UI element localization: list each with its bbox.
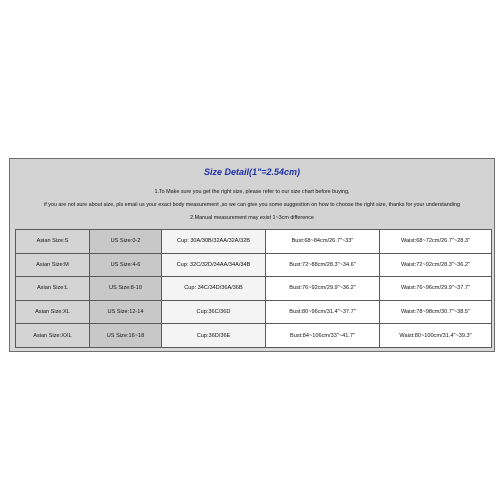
waist-cell: Waist:68~72cm/26.7"~28.3": [380, 230, 492, 254]
asian-size-cell: Asian Size:XXL: [16, 324, 90, 348]
table-row: [16, 253, 492, 277]
cup-size-cell: Cup: 34C/34D/36A/36B: [162, 277, 266, 301]
bust-cell: Bust:76~92cm/29.9"~36.2": [266, 277, 380, 301]
cup-size-cell: Cup: 30A/30B/32AA/32A/32B: [162, 230, 266, 254]
asian-size-cell: Asian Size:L: [16, 277, 90, 301]
cup-size-cell: Cup:36D/36E: [162, 324, 266, 348]
size-chart: [9, 158, 495, 352]
asian-size-cell: Asian Size:M: [16, 253, 90, 277]
note-line-2: if you are not sure about size, pls email us your exact body measurement ,so we can give you some suggestion on how to choose the right size, thanks for your understanding: [44, 202, 460, 208]
table-row: [16, 230, 492, 254]
size-chart-title: Size Detail(1"=2.54cm): [203, 167, 301, 177]
waist-cell: Waist:76~96cm/29.9"~37.7": [380, 277, 492, 301]
cup-size-cell: Cup: 32C/32D/34AA/34A/34B: [162, 253, 266, 277]
size-chart-header: [10, 159, 494, 229]
bust-cell: Bust:84~106cm/33"~41.7": [266, 324, 380, 348]
bust-cell: Bust:68~84cm/26.7"~33": [266, 230, 380, 254]
us-size-cell: US Size:16~18: [90, 324, 162, 348]
note-line-1: 1.To Make sure you get the right size, please refer to our size chart before buying,: [154, 189, 350, 195]
waist-cell: Waist:78~98cm/30.7"~38.5": [380, 300, 492, 324]
note-line-3: 2.Manual measurement may exist 1~3cm difference: [190, 215, 314, 221]
table-row: [16, 277, 492, 301]
asian-size-cell: Asian Size:XL: [16, 300, 90, 324]
us-size-cell: US Size:8-10: [90, 277, 162, 301]
table-row: [16, 324, 492, 348]
bust-cell: Bust:80~96cm/31.4"~37.7": [266, 300, 380, 324]
us-size-cell: US Size:0-2: [90, 230, 162, 254]
size-table: [15, 229, 492, 348]
cup-size-cell: Cup:36C/36D: [162, 300, 266, 324]
table-row: [16, 300, 492, 324]
bust-cell: Bust:72~88cm/28.3"~34.6": [266, 253, 380, 277]
asian-size-cell: Asian Size:S: [16, 230, 90, 254]
waist-cell: Waist:80~100cm/31.4"~39.3": [380, 324, 492, 348]
us-size-cell: US Size:4-6: [90, 253, 162, 277]
waist-cell: Waist:72~92cm/28.3"~36.2": [380, 253, 492, 277]
us-size-cell: US Size:12-14: [90, 300, 162, 324]
